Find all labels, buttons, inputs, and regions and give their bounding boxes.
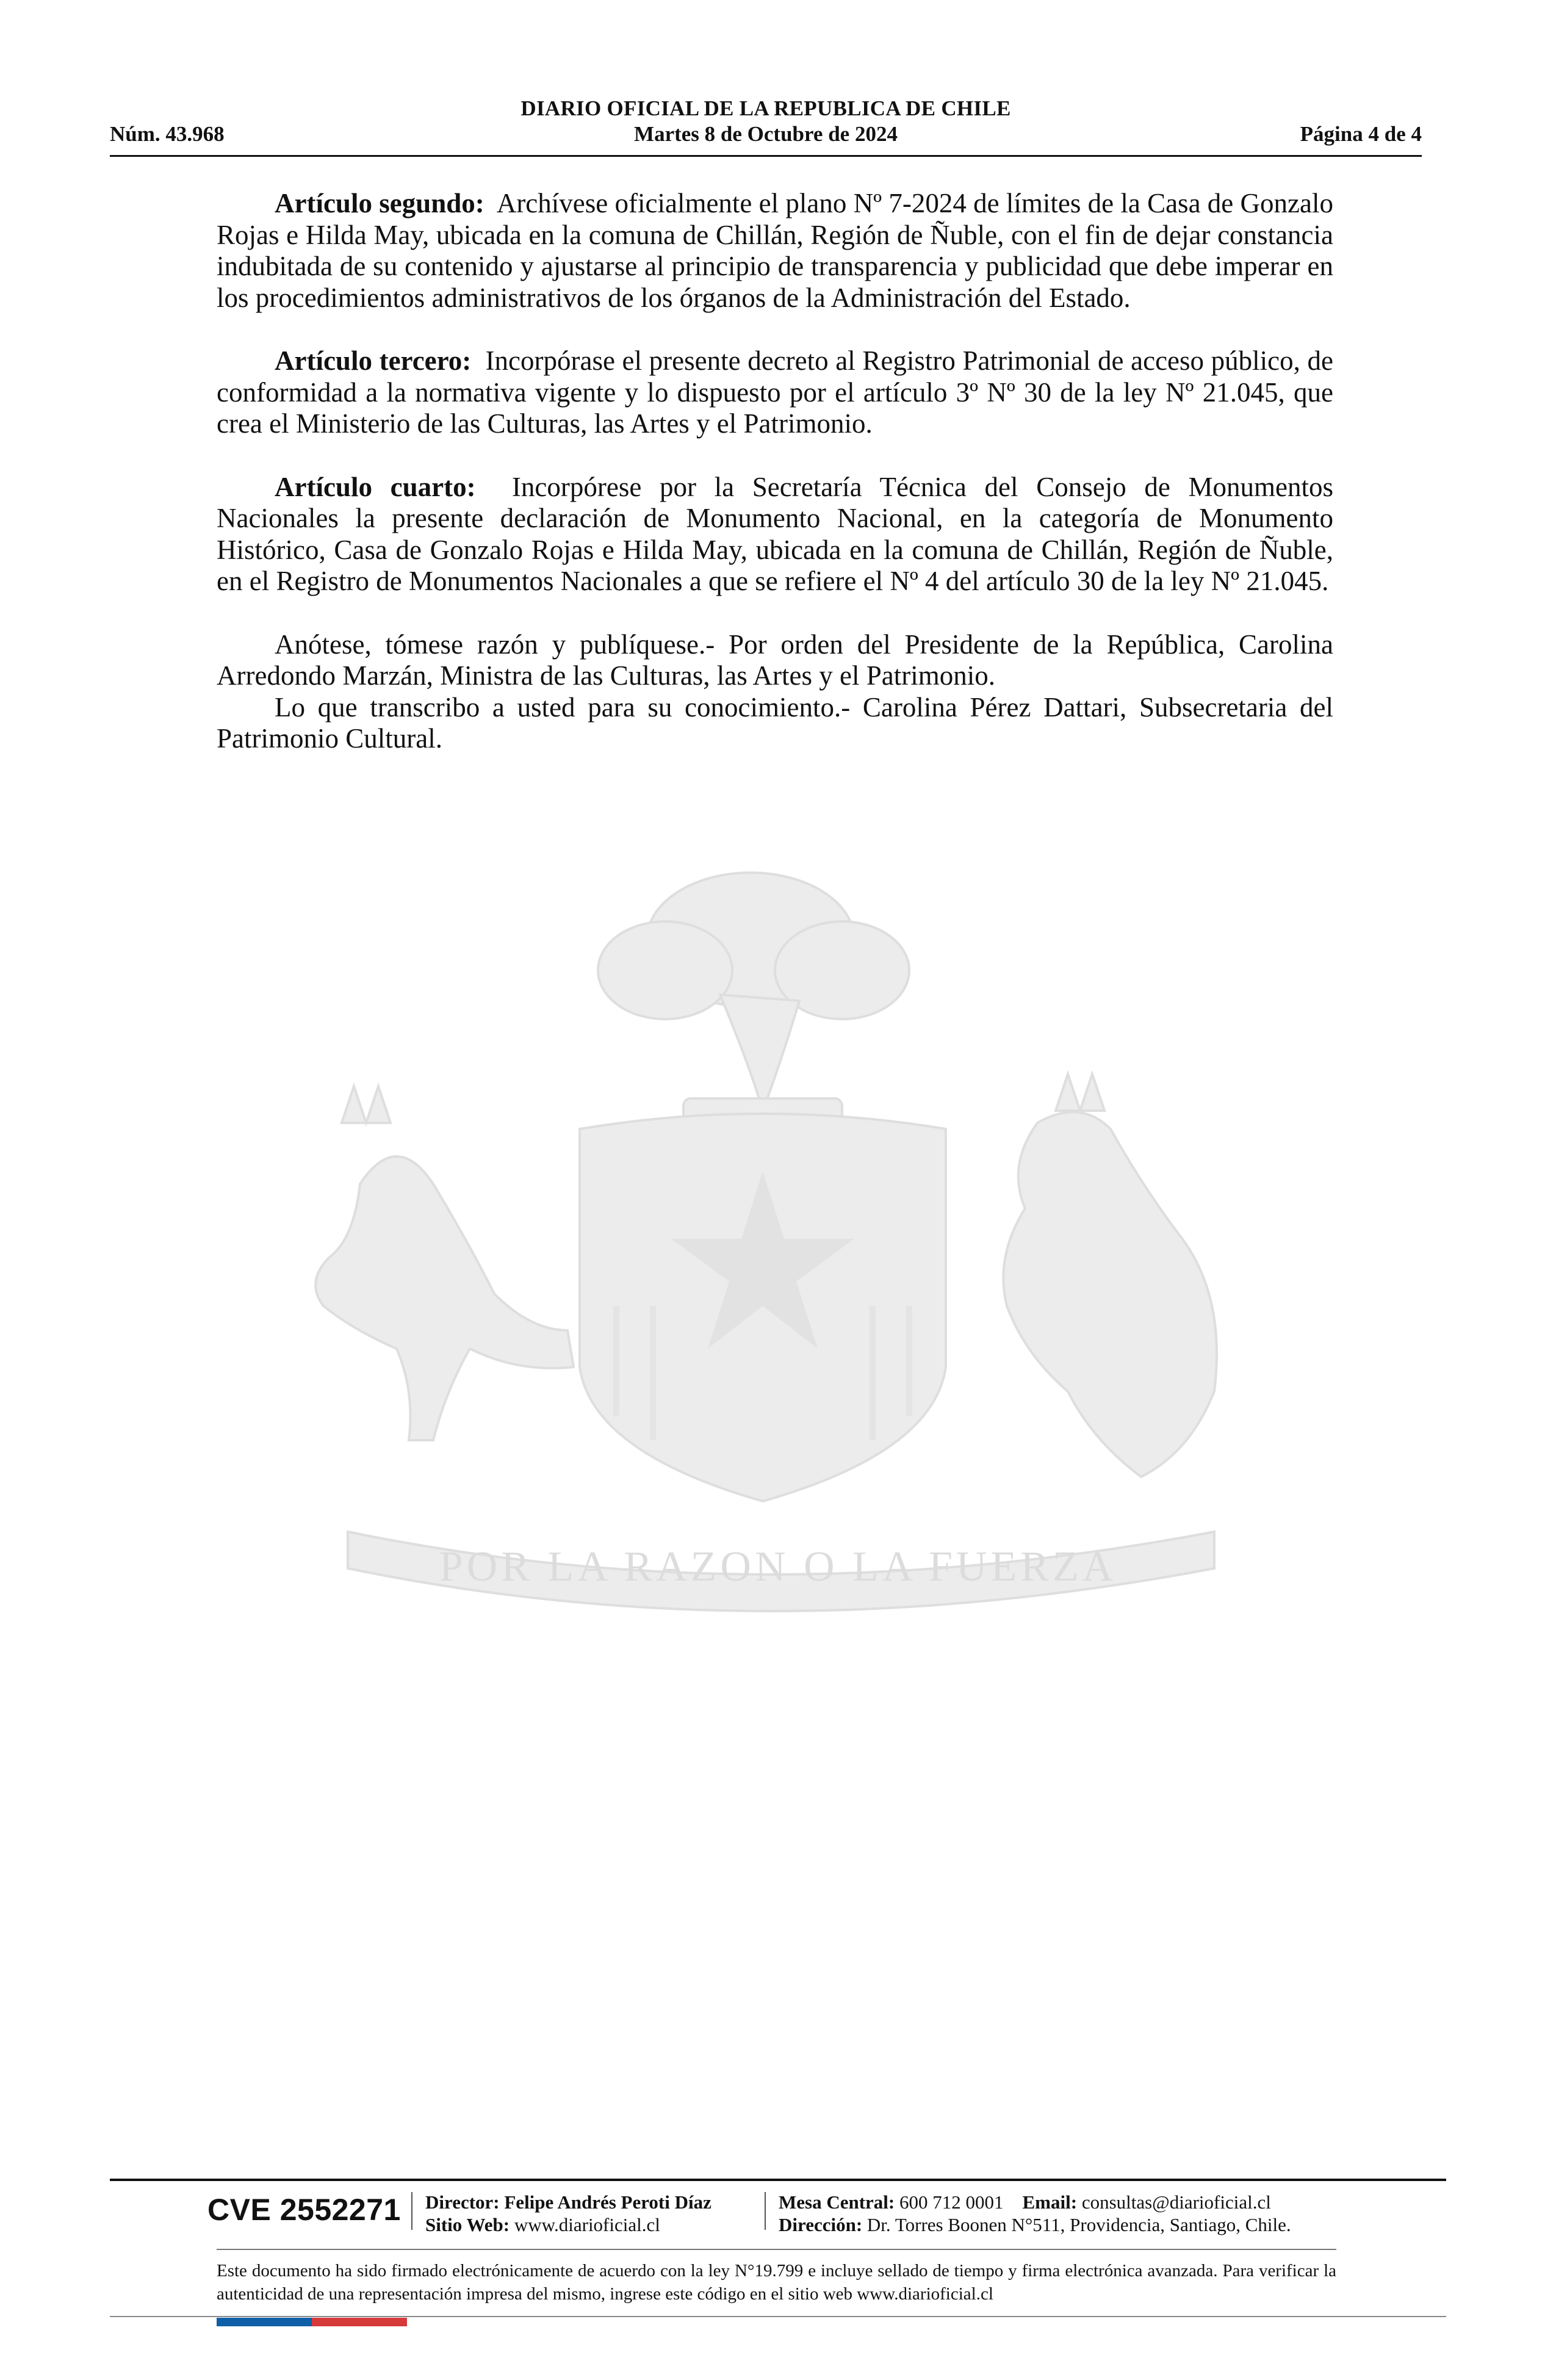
article-4 — [217, 472, 1333, 597]
header-divider — [110, 155, 1422, 157]
document-body — [217, 188, 1333, 755]
article-3-heading: Artículo tercero: — [275, 345, 472, 376]
article-4-text: Incorpórese por la Secretaría Técnica del Consejo de Monumentos Nacionales la presente declaración de Monumento Nacional, en la categoría de Monumento Histórico, Casa de Gonzalo Rojas e Hilda May, ubicada en la comuna de Chillán, Región de Ñuble, en el Registro de Monumentos Nacionales a que se refiere el Nº 4 del artículo 30 de la ley Nº 21.045. — [217, 471, 1334, 596]
web-label: Sitio Web: — [425, 2214, 510, 2235]
article-2-heading: Artículo segundo: — [275, 188, 484, 218]
phone-label: Mesa Central: — [779, 2191, 895, 2213]
legal-notice: Este documento ha sido firmado electrónicamente de acuerdo con la ley N°19.799 e incluye sellado de tiempo y firma electrónica avanzada. Para verificar la autenticidad de una representación impresa del mismo, ingrese este código en el sitio web www.diarioficial.cl — [217, 2261, 1336, 2304]
issue-date: Martes 8 de Octubre de 2024 — [634, 122, 898, 146]
transcription-paragraph: Lo que transcribo a usted para su conocimiento.- Carolina Pérez Dattari, Subsecretaria del Patrimonio Cultural. — [217, 691, 1333, 754]
article-2-text: Archívese oficialmente el plano Nº 7-2024 de límites de la Casa de Gonzalo Rojas e Hilda May, ubicada en la comuna de Chillán, Región de Ñuble, con el fin de dejar constancia indubitada de su contenido y ajustarse al principio de transparencia y publicidad que debe imperar en los procedimientos administrativos de los órganos de la Administración del Estado. — [217, 188, 1333, 313]
address-label: Dirección: — [779, 2214, 863, 2235]
flag-red-segment — [312, 2318, 407, 2326]
motto-text: POR LA RAZON O LA FUERZA — [439, 1543, 1117, 1590]
footer-bottom-rule — [110, 2316, 1446, 2317]
email-link[interactable]: consultas@diarioficial.cl — [1081, 2191, 1271, 2213]
article-4-heading: Artículo cuarto: — [275, 471, 476, 502]
page-indicator: Página 4 de 4 — [1300, 122, 1422, 146]
coat-of-arms-watermark — [214, 867, 1342, 1642]
issue-number: Núm. 43.968 — [110, 122, 225, 146]
director-value: Felipe Andrés Peroti Díaz — [504, 2191, 711, 2213]
article-2 — [217, 188, 1333, 314]
page-header — [110, 92, 1422, 159]
footer-separator — [765, 2192, 766, 2230]
footer-top-rule — [110, 2179, 1446, 2181]
phone-value: 600 712 0001 — [899, 2191, 1004, 2213]
flag-color-bar — [217, 2318, 407, 2326]
footer-director-block — [425, 2191, 711, 2236]
address-value: Dr. Torres Boonen N°511, Providencia, Santiago, Chile. — [866, 2214, 1291, 2235]
email-label: Email: — [1022, 2191, 1078, 2213]
director-label: Director: — [425, 2191, 500, 2213]
footer-separator — [411, 2192, 412, 2230]
closing-paragraph: Anótese, tómese razón y publíquese.- Por orden del Presidente de la República, Carolina Arredondo Marzán, Ministra de las Culturas, las Artes y el Patrimonio. — [217, 629, 1333, 691]
newspaper-title: DIARIO OFICIAL DE LA REPUBLICA DE CHILE — [520, 96, 1011, 120]
flag-blue-segment — [217, 2318, 312, 2326]
article-3 — [217, 345, 1333, 440]
footer-contact-block — [779, 2191, 1291, 2236]
footer-mid-rule — [217, 2249, 1336, 2250]
article-3-text: Incorpórase el presente decreto al Registro Patrimonial de acceso público, de conformidad a la normativa vigente y lo dispuesto por el artículo 3º Nº 30 de la ley Nº 21.045, que crea el Ministerio de las Culturas, las Artes y el Patrimonio. — [217, 345, 1333, 439]
cve-code: CVE 2552271 — [207, 2193, 401, 2227]
web-link[interactable]: www.diarioficial.cl — [514, 2214, 660, 2235]
